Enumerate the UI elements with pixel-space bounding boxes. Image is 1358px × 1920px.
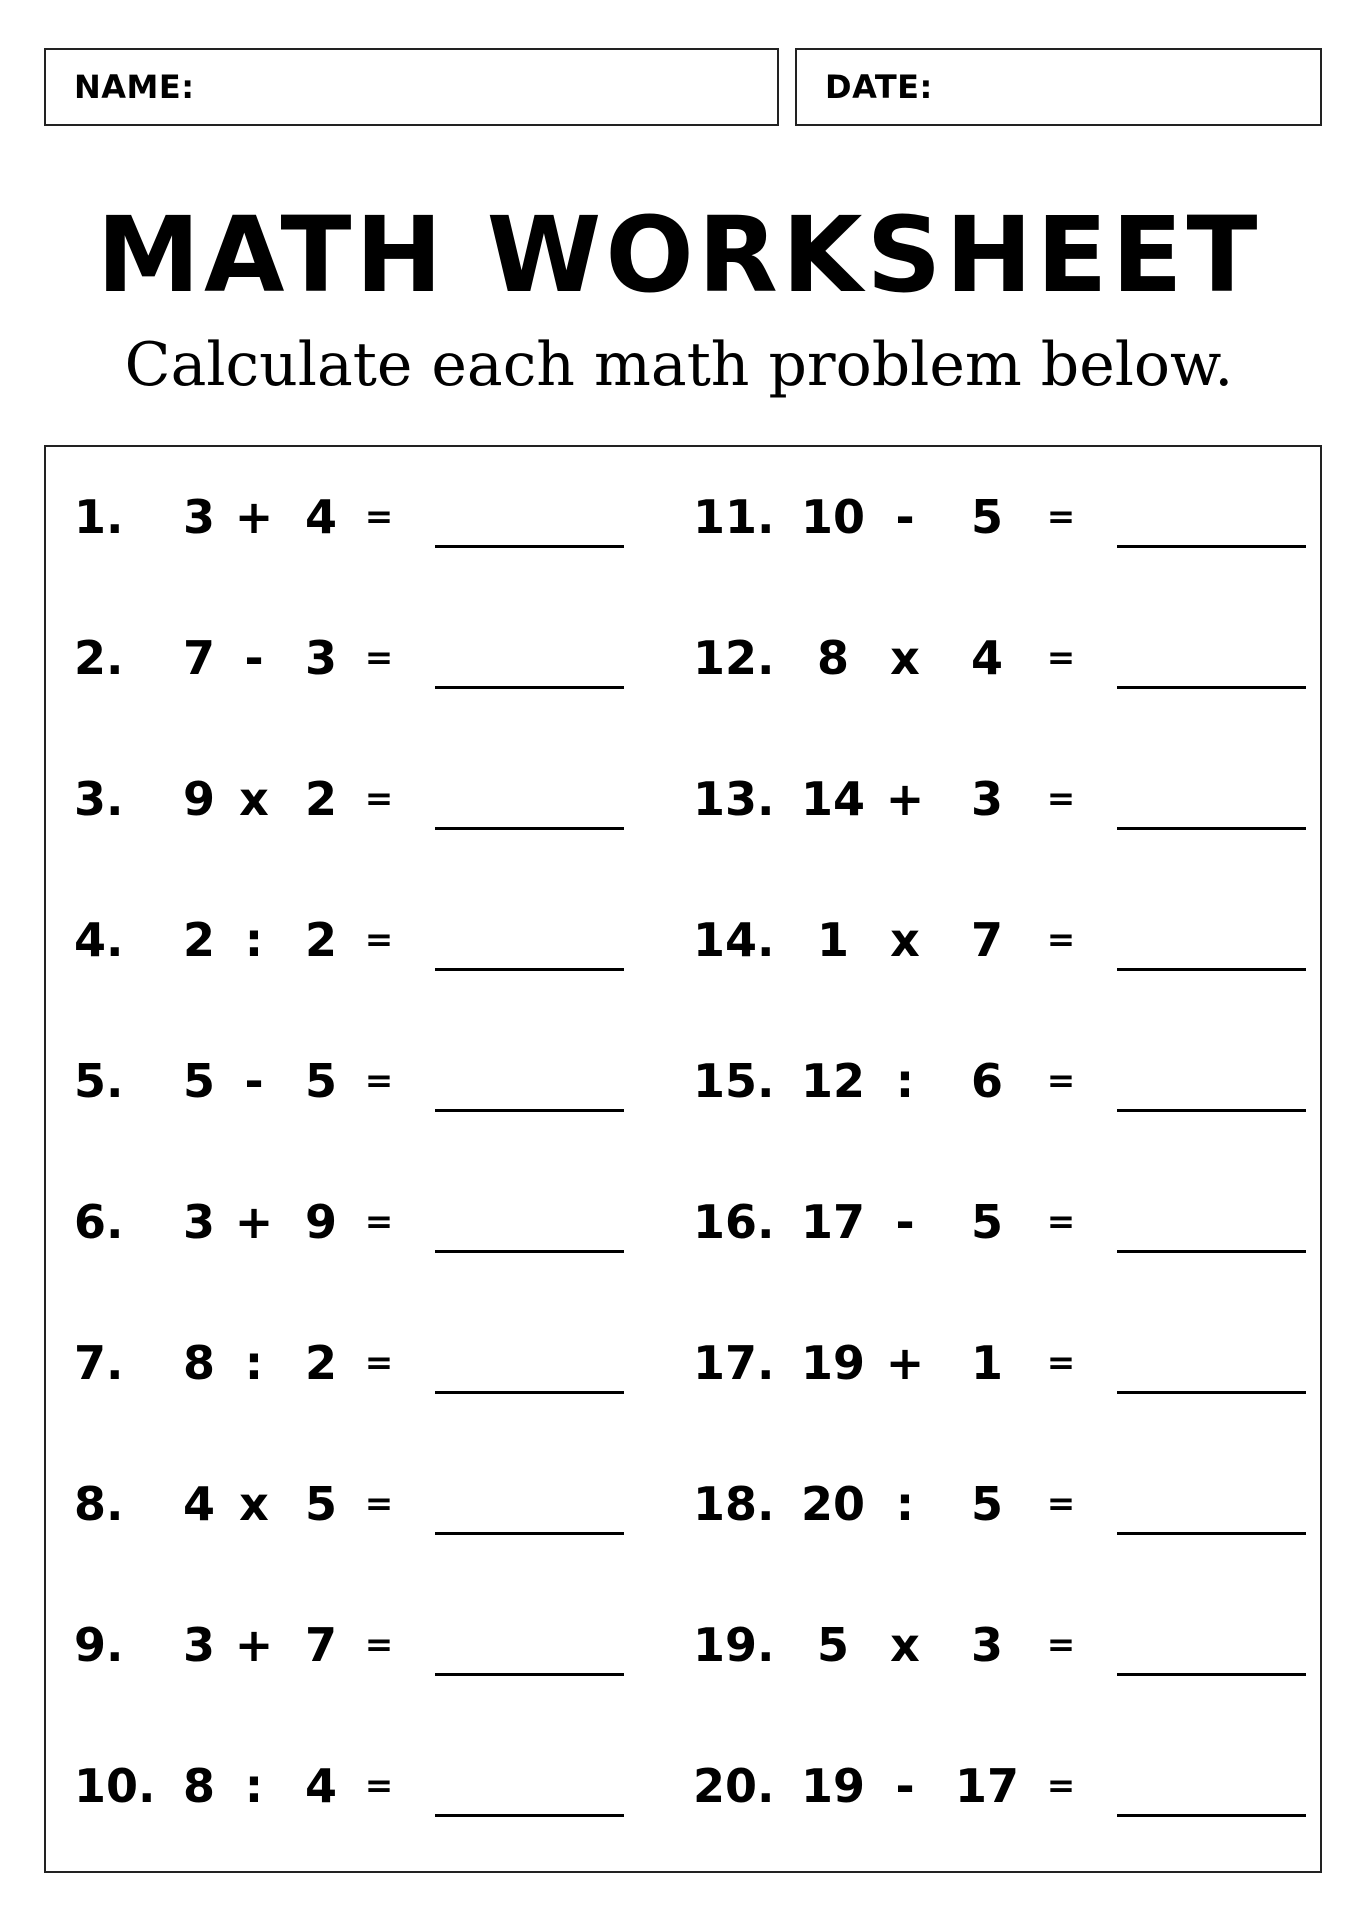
- problem-number: 15.: [693, 1054, 775, 1108]
- operator: +: [885, 1336, 925, 1390]
- answer-blank[interactable]: [1117, 1109, 1306, 1112]
- equals-sign: =: [364, 497, 394, 537]
- answer-blank[interactable]: [435, 1532, 624, 1535]
- answer-blank[interactable]: [435, 545, 624, 548]
- equals-sign: =: [364, 1625, 394, 1665]
- name-field[interactable]: [44, 48, 779, 126]
- problem-column-right: [685, 447, 1324, 1871]
- answer-blank[interactable]: [1117, 1391, 1306, 1394]
- problem-number: 10.: [74, 1759, 156, 1813]
- problem-number: 16.: [693, 1195, 775, 1249]
- second-operand: 2: [304, 1336, 337, 1390]
- equals-sign: =: [1046, 1343, 1076, 1383]
- problem-14: [685, 900, 1324, 980]
- equals-sign: =: [1046, 1766, 1076, 1806]
- first-operand: 8: [182, 1336, 215, 1390]
- equals-sign: =: [1046, 1061, 1076, 1101]
- operator: -: [895, 490, 915, 544]
- operator: :: [895, 1054, 915, 1108]
- equals-sign: =: [1046, 638, 1076, 678]
- second-operand: 7: [304, 1618, 337, 1672]
- answer-blank[interactable]: [435, 1109, 624, 1112]
- answer-blank[interactable]: [1117, 1532, 1306, 1535]
- problem-column-left: [46, 447, 685, 1871]
- operator: x: [890, 631, 920, 685]
- problem-number: 1.: [74, 490, 124, 544]
- answer-blank[interactable]: [1117, 968, 1306, 971]
- problem-18: [685, 1464, 1324, 1544]
- problem-15: [685, 1041, 1324, 1121]
- problem-number: 17.: [693, 1336, 775, 1390]
- equals-sign: =: [364, 1766, 394, 1806]
- worksheet-title: MATH WORKSHEET: [96, 194, 1262, 316]
- problem-1: [46, 477, 685, 557]
- equals-sign: =: [364, 920, 394, 960]
- problem-12: [685, 618, 1324, 698]
- problem-number: 6.: [74, 1195, 124, 1249]
- second-operand: 6: [970, 1054, 1003, 1108]
- first-operand: 19: [800, 1336, 865, 1390]
- operator: -: [244, 1054, 264, 1108]
- answer-blank[interactable]: [435, 968, 624, 971]
- problem-17: [685, 1323, 1324, 1403]
- date-field[interactable]: [795, 48, 1322, 126]
- equals-sign: =: [364, 638, 394, 678]
- equals-sign: =: [364, 1343, 394, 1383]
- first-operand: 8: [816, 631, 849, 685]
- equals-sign: =: [1046, 779, 1076, 819]
- operator: -: [895, 1195, 915, 1249]
- equals-sign: =: [364, 1061, 394, 1101]
- problem-8: [46, 1464, 685, 1544]
- problem-number: 20.: [693, 1759, 775, 1813]
- second-operand: 3: [970, 772, 1003, 826]
- name-label: NAME:: [74, 68, 195, 106]
- answer-blank[interactable]: [1117, 827, 1306, 830]
- equals-sign: =: [1046, 1484, 1076, 1524]
- second-operand: 2: [304, 772, 337, 826]
- first-operand: 2: [182, 913, 215, 967]
- first-operand: 14: [800, 772, 865, 826]
- operator: -: [244, 631, 264, 685]
- first-operand: 1: [816, 913, 849, 967]
- equals-sign: =: [364, 779, 394, 819]
- operator: :: [244, 913, 264, 967]
- first-operand: 7: [182, 631, 215, 685]
- answer-blank[interactable]: [435, 686, 624, 689]
- first-operand: 5: [182, 1054, 215, 1108]
- problem-number: 11.: [693, 490, 775, 544]
- problem-number: 5.: [74, 1054, 124, 1108]
- first-operand: 17: [800, 1195, 865, 1249]
- problem-10: [46, 1746, 685, 1826]
- problem-20: [685, 1746, 1324, 1826]
- problem-6: [46, 1182, 685, 1262]
- operator: +: [234, 490, 274, 544]
- operator: x: [890, 1618, 920, 1672]
- first-operand: 4: [182, 1477, 215, 1531]
- problem-number: 18.: [693, 1477, 775, 1531]
- first-operand: 3: [182, 1618, 215, 1672]
- problem-16: [685, 1182, 1324, 1262]
- problem-number: 19.: [693, 1618, 775, 1672]
- second-operand: 5: [970, 1195, 1003, 1249]
- problem-13: [685, 759, 1324, 839]
- problem-number: 2.: [74, 631, 124, 685]
- second-operand: 4: [304, 1759, 337, 1813]
- second-operand: 5: [304, 1477, 337, 1531]
- first-operand: 9: [182, 772, 215, 826]
- problem-3: [46, 759, 685, 839]
- problem-11: [685, 477, 1324, 557]
- problem-number: 13.: [693, 772, 775, 826]
- problem-number: 9.: [74, 1618, 124, 1672]
- problem-4: [46, 900, 685, 980]
- operator: x: [890, 913, 920, 967]
- problem-number: 3.: [74, 772, 124, 826]
- operator: +: [885, 772, 925, 826]
- operator: -: [895, 1759, 915, 1813]
- answer-blank[interactable]: [1117, 1673, 1306, 1676]
- first-operand: 12: [800, 1054, 865, 1108]
- answer-blank[interactable]: [1117, 686, 1306, 689]
- second-operand: 3: [304, 631, 337, 685]
- equals-sign: =: [364, 1202, 394, 1242]
- answer-blank[interactable]: [435, 1391, 624, 1394]
- first-operand: 3: [182, 490, 215, 544]
- second-operand: 3: [970, 1618, 1003, 1672]
- second-operand: 5: [970, 1477, 1003, 1531]
- equals-sign: =: [1046, 497, 1076, 537]
- operator: +: [234, 1618, 274, 1672]
- second-operand: 5: [304, 1054, 337, 1108]
- first-operand: 3: [182, 1195, 215, 1249]
- second-operand: 7: [970, 913, 1003, 967]
- second-operand: 17: [954, 1759, 1019, 1813]
- problem-number: 14.: [693, 913, 775, 967]
- first-operand: 20: [800, 1477, 865, 1531]
- answer-blank[interactable]: [435, 827, 624, 830]
- equals-sign: =: [1046, 920, 1076, 960]
- operator: x: [239, 772, 269, 826]
- equals-sign: =: [1046, 1202, 1076, 1242]
- answer-blank[interactable]: [1117, 1814, 1306, 1817]
- problem-7: [46, 1323, 685, 1403]
- first-operand: 10: [800, 490, 865, 544]
- first-operand: 8: [182, 1759, 215, 1813]
- second-operand: 5: [970, 490, 1003, 544]
- second-operand: 1: [970, 1336, 1003, 1390]
- answer-blank[interactable]: [435, 1814, 624, 1817]
- second-operand: 2: [304, 913, 337, 967]
- operator: :: [244, 1336, 264, 1390]
- problem-number: 4.: [74, 913, 124, 967]
- second-operand: 4: [304, 490, 337, 544]
- problem-19: [685, 1605, 1324, 1685]
- equals-sign: =: [364, 1484, 394, 1524]
- worksheet-instructions: Calculate each math problem below.: [124, 330, 1234, 400]
- answer-blank[interactable]: [435, 1673, 624, 1676]
- problem-2: [46, 618, 685, 698]
- operator: :: [895, 1477, 915, 1531]
- answer-blank[interactable]: [435, 1250, 624, 1253]
- problem-number: 7.: [74, 1336, 124, 1390]
- equals-sign: =: [1046, 1625, 1076, 1665]
- first-operand: 19: [800, 1759, 865, 1813]
- answer-blank[interactable]: [1117, 545, 1306, 548]
- problem-9: [46, 1605, 685, 1685]
- second-operand: 9: [304, 1195, 337, 1249]
- operator: :: [244, 1759, 264, 1813]
- problem-number: 12.: [693, 631, 775, 685]
- first-operand: 5: [816, 1618, 849, 1672]
- operator: x: [239, 1477, 269, 1531]
- answer-blank[interactable]: [1117, 1250, 1306, 1253]
- operator: +: [234, 1195, 274, 1249]
- second-operand: 4: [970, 631, 1003, 685]
- date-label: DATE:: [825, 68, 933, 106]
- problem-5: [46, 1041, 685, 1121]
- problem-box: [44, 445, 1322, 1873]
- problem-number: 8.: [74, 1477, 124, 1531]
